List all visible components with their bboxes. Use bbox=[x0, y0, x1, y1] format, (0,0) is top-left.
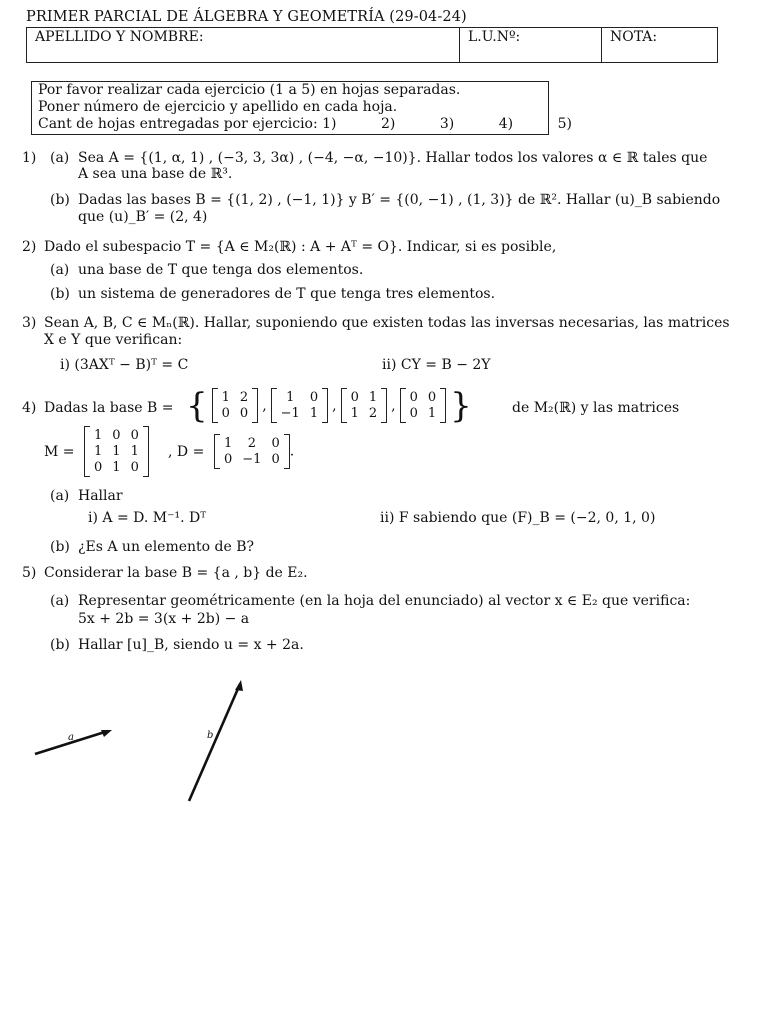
item-label: (b) bbox=[50, 637, 70, 653]
vector-b-label: b bbox=[207, 730, 214, 741]
exercise-1a-text: A sea una base de ℝ³. bbox=[78, 166, 233, 182]
exercise-4-tail: de M₂(ℝ) y las matrices bbox=[512, 400, 680, 416]
exercise-3-ii: ii) CY = B − 2Y bbox=[382, 357, 491, 373]
basis-matrix: 0 0 0 1 bbox=[400, 388, 447, 423]
exercise-4-intro: Dadas la base B = bbox=[44, 400, 174, 416]
exercise-number: 2) bbox=[22, 239, 37, 255]
item-label: (b) bbox=[50, 539, 70, 555]
student-info-box bbox=[26, 27, 718, 63]
matrix-m-label: M = bbox=[44, 444, 75, 460]
exercise-4a-i: i) A = D. M⁻¹. Dᵀ bbox=[88, 510, 207, 526]
instructions-line: Cant de hojas entregadas por ejercicio: 1) 2) 3) 4) 5) bbox=[38, 116, 572, 132]
exercise-1b-text: Dadas las bases B = {(1, 2) , (−1, 1)} y B′ = {(0, −1) , (1, 3)} de ℝ². Hallar (u)_B sabiendo bbox=[78, 192, 721, 208]
matrix-m: 1 0 0 1 1 1 0 1 0 bbox=[84, 426, 149, 477]
brace-open: { bbox=[186, 385, 208, 426]
matrix-d-label: , D = bbox=[168, 444, 205, 460]
exercise-number: 3) bbox=[22, 315, 37, 331]
exercise-4a-ii: ii) F sabiendo que (F)_B = (−2, 0, 1, 0) bbox=[380, 510, 656, 526]
exercise-4a-text: Hallar bbox=[78, 488, 123, 504]
brace-close: } bbox=[450, 385, 472, 426]
instructions-box bbox=[31, 81, 572, 135]
exercise-2a-text: una base de T que tenga dos elementos. bbox=[78, 262, 364, 278]
exercise-5a-equation: 5x + 2b = 3(x + 2b) − a bbox=[78, 611, 250, 627]
item-label: (a) bbox=[50, 150, 70, 166]
exam-title: PRIMER PARCIAL DE ÁLGEBRA Y GEOMETRÍA (29-04-24) bbox=[26, 9, 467, 25]
name-field[interactable]: APELLIDO Y NOMBRE: bbox=[27, 28, 460, 62]
instructions-line: Por favor realizar cada ejercicio (1 a 5) en hojas separadas. bbox=[38, 82, 461, 98]
exercise-3-text: Sean A, B, C ∈ Mₙ(ℝ). Hallar, suponiendo que existen todas las inversas necesarias, las matrices bbox=[44, 315, 730, 331]
vector-figure bbox=[0, 660, 300, 820]
exercise-number: 4) bbox=[22, 400, 37, 416]
matrix-d: 1 2 0 0 −1 0 . bbox=[214, 434, 294, 469]
exercise-3-text: X e Y que verifican: bbox=[44, 332, 183, 348]
exercise-4b-text: ¿Es A un elemento de B? bbox=[78, 539, 255, 555]
exercise-5b-text: Hallar [u]_B, siendo u = x + 2a. bbox=[78, 637, 304, 653]
item-label: (a) bbox=[50, 488, 70, 504]
basis-matrix: 1 0 −1 1 bbox=[271, 388, 328, 423]
exercise-3-i: i) (3AXᵀ − B)ᵀ = C bbox=[60, 357, 189, 373]
exercise-number: 1) bbox=[22, 150, 37, 166]
exercise-2b-text: un sistema de generadores de T que tenga tres elementos. bbox=[78, 286, 496, 302]
vector-a-label: a bbox=[68, 732, 74, 743]
item-label: (a) bbox=[50, 593, 70, 609]
exercise-1b-text: que (u)_B′ = (2, 4) bbox=[78, 209, 208, 225]
exercise-number: 5) bbox=[22, 565, 37, 581]
lu-field[interactable]: L.U.Nº: bbox=[460, 28, 602, 62]
item-label: (b) bbox=[50, 192, 70, 208]
basis-matrix: 1 2 0 0 bbox=[212, 388, 259, 423]
vector-a-arrowhead bbox=[101, 730, 112, 737]
item-label: (a) bbox=[50, 262, 70, 278]
vector-b-line bbox=[189, 684, 240, 801]
exercise-1a-text: Sea A = {(1, α, 1) , (−3, 3, 3α) , (−4, −α, −10)}. Hallar todos los valores α ∈ ℝ tales que bbox=[78, 150, 708, 166]
instructions-line: Poner número de ejercicio y apellido en cada hoja. bbox=[38, 99, 398, 115]
exercise-5-text: Considerar la base B = {a , b} de E₂. bbox=[44, 565, 308, 581]
exercise-2-text: Dado el subespacio T = {A ∈ M₂(ℝ) : A + Aᵀ = O}. Indicar, si es posible, bbox=[44, 239, 557, 255]
basis-matrices: { 1 2 0 0 , 1 0 −1 1 , 0 1 1 2 , 0 0 0 1 } bbox=[186, 385, 472, 426]
exercise-5a-text: Representar geométricamente (en la hoja del enunciado) al vector x ∈ E₂ que verifica: bbox=[78, 593, 691, 609]
vector-b-arrowhead bbox=[235, 680, 243, 691]
basis-matrix: 0 1 1 2 bbox=[341, 388, 388, 423]
item-label: (b) bbox=[50, 286, 70, 302]
grade-field[interactable]: NOTA: bbox=[610, 29, 658, 45]
